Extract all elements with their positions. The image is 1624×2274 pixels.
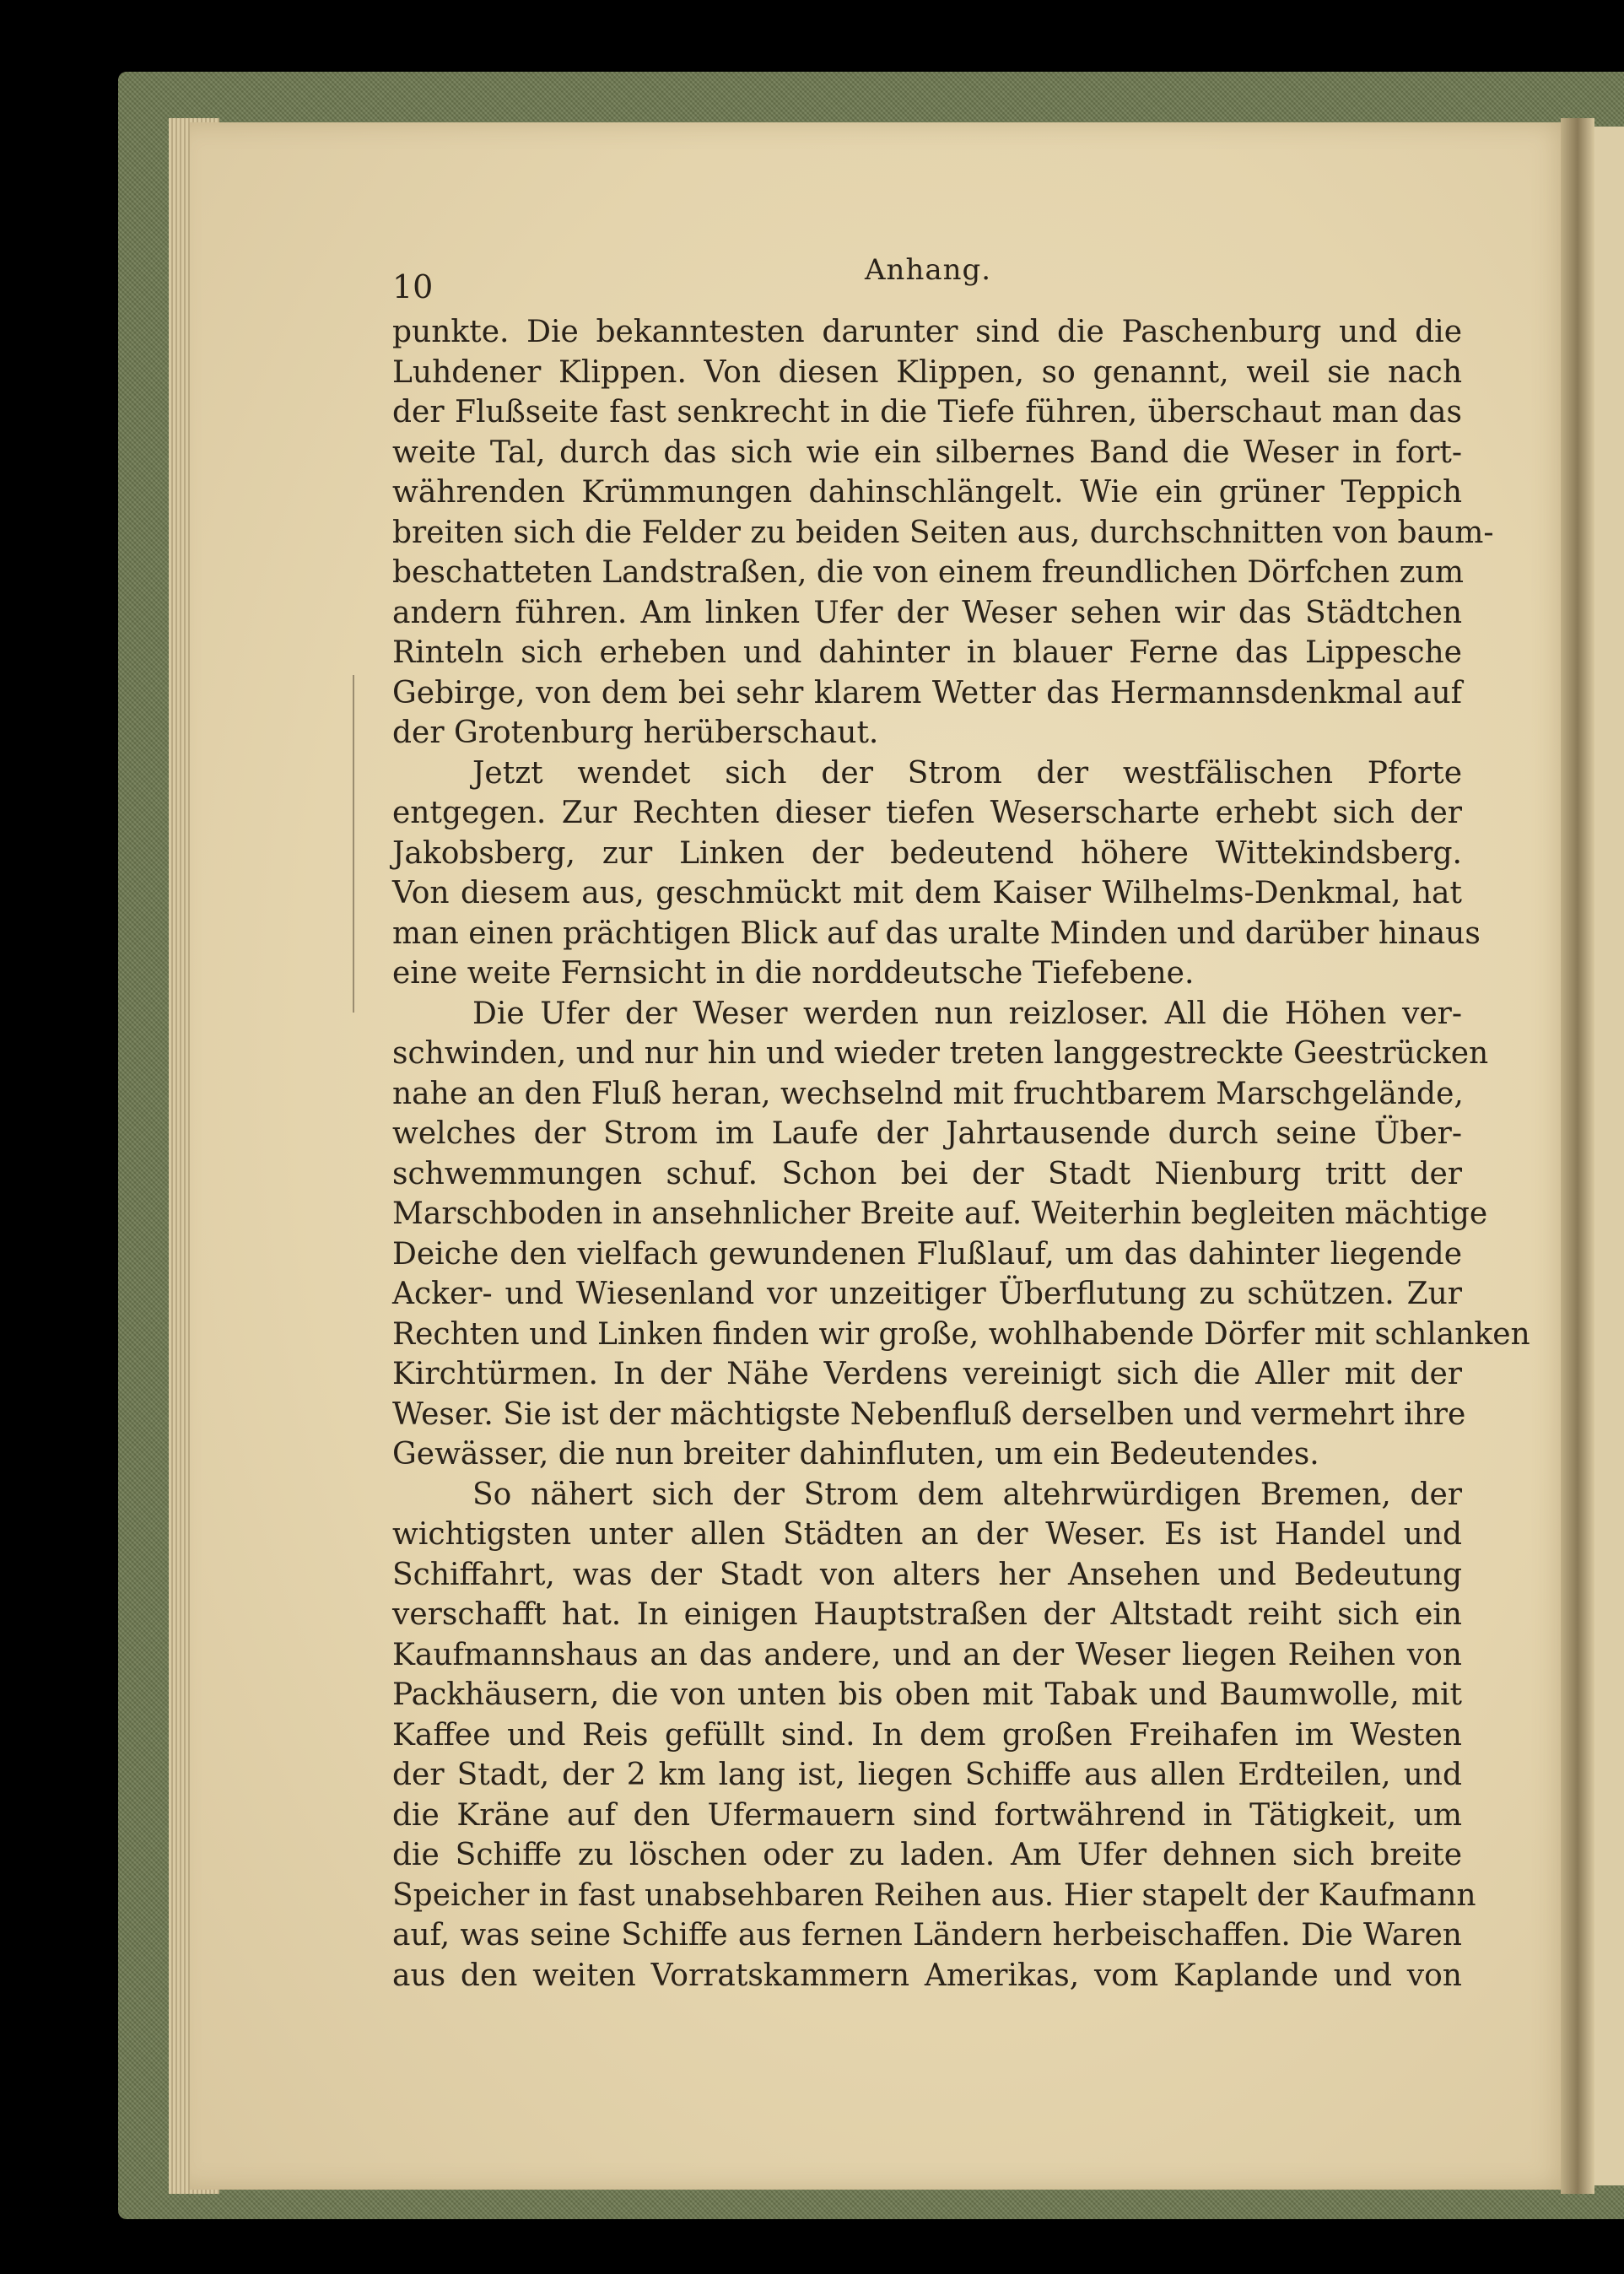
- text-line: Luhdener Klippen. Von diesen Klippen, so genannt, weil sie nach: [392, 354, 1462, 390]
- text-line: auf, was seine Schiffe aus fernen Ländern herbeischaffen. Die Waren: [392, 1918, 1462, 1953]
- text-line: andern führen. Am linken Ufer der Weser sehen wir das Städtchen: [392, 595, 1462, 630]
- text-line: Kaffee und Reis gefüllt sind. In dem großen Freihafen im Westen: [392, 1717, 1462, 1753]
- text-line: währenden Krümmungen dahinschlängelt. Wie ein grüner Teppich: [392, 475, 1462, 510]
- text-line: So nähert sich der Strom dem altehrwürdigen Bremen, der: [472, 1477, 1462, 1512]
- text-line: man einen prächtigen Blick auf das uralte Minden und darüber hinaus: [392, 916, 1481, 951]
- text-line: schwemmungen schuf. Schon bei der Stadt Nienburg tritt der: [392, 1156, 1462, 1191]
- text-line: Kirchtürmen. In der Nähe Verdens vereinigt sich die Aller mit der: [392, 1357, 1462, 1391]
- text-line: wichtigsten unter allen Städten an der Weser. Es ist Handel und: [392, 1517, 1462, 1552]
- text-line: eine weite Fernsicht in die norddeutsche Tiefebene.: [392, 956, 1195, 991]
- text-line: der Stadt, der 2 km lang ist, liegen Schiffe aus allen Erdteilen, und: [392, 1758, 1462, 1792]
- text-line: Speicher in fast unabsehbaren Reihen aus. Hier stapelt der Kaufmann: [392, 1877, 1476, 1913]
- text-line: Gewässer, die nun breiter dahinfluten, um ein Bedeutendes.: [392, 1437, 1319, 1472]
- text-line: aus den weiten Vorratskammern Amerikas, vom Kaplande und von: [392, 1958, 1462, 1993]
- margin-pencil-mark: [353, 675, 354, 1013]
- text-line: Von diesem aus, geschmückt mit dem Kaiser Wilhelms-Denkmal, hat: [392, 876, 1462, 910]
- text-line: Kaufmannshaus an das andere, und an der Weser liegen Reihen von: [392, 1637, 1462, 1672]
- text-line: Schiffahrt, was der Stadt von alters her Ansehen und Bedeutung: [392, 1557, 1462, 1592]
- text-line: Packhäusern, die von unten bis oben mit Tabak und Baumwolle, mit: [392, 1677, 1462, 1712]
- text-line: der Grotenburg herüberschaut.: [392, 716, 879, 750]
- text-line: Jakobsberg, zur Linken der bedeutend höhere Wittekindsberg.: [392, 835, 1462, 871]
- text-line: beschatteten Landstraßen, die von einem freundlichen Dörfchen zum: [392, 555, 1464, 590]
- page-number: 10: [392, 268, 434, 305]
- next-page-edge: [1594, 127, 1624, 2185]
- text-line: Acker- und Wiesenland vor unzeitiger Überflutung zu schützen. Zur: [392, 1277, 1462, 1311]
- text-line: Deiche den vielfach gewundenen Flußlauf, um das dahinter liegende: [392, 1236, 1462, 1272]
- text-line: Rechten und Linken finden wir große, wohlhabende Dörfer mit schlanken: [392, 1316, 1530, 1352]
- text-line: welches der Strom im Laufe der Jahrtausende durch seine Über-: [392, 1116, 1462, 1151]
- paragraph: [392, 753, 1481, 994]
- paragraph: [392, 1475, 1476, 1996]
- text-line: weite Tal, durch das sich wie ein silbernes Band die Weser in fort-: [392, 435, 1462, 470]
- text-line: breiten sich die Felder zu beiden Seiten aus, durchschnitten von baum-: [392, 515, 1494, 550]
- text-line: schwinden, und nur hin und wieder treten langgestreckte Geestrücken: [392, 1036, 1489, 1071]
- paragraph: [392, 312, 1494, 753]
- text-line: Gebirge, von dem bei sehr klarem Wetter das Hermannsdenkmal auf: [392, 675, 1462, 710]
- running-head: [392, 253, 1462, 312]
- paragraph: [392, 994, 1530, 1475]
- text-line: Die Ufer der Weser werden nun reizloser. All die Höhen ver-: [472, 996, 1462, 1031]
- text-line: nahe an den Fluß heran, wechselnd mit fruchtbarem Marschgelände,: [392, 1076, 1464, 1111]
- text-line: verschafft hat. In einigen Hauptstraßen der Altstadt reiht sich ein: [392, 1597, 1462, 1632]
- text-line: Rinteln sich erheben und dahinter in blauer Ferne das Lippesche: [392, 635, 1462, 670]
- text-line: die Schiffe zu löschen oder zu laden. Am Ufer dehnen sich breite: [392, 1838, 1462, 1872]
- page-text: [392, 253, 1530, 1996]
- text-line: entgegen. Zur Rechten dieser tiefen Weserscharte erhebt sich der: [392, 796, 1462, 830]
- text-line: die Kräne auf den Ufermauern sind fortwährend in Tätigkeit, um: [392, 1797, 1462, 1833]
- running-head-title: Anhang.: [865, 253, 992, 287]
- text-line: der Flußseite fast senkrecht in die Tiefe führen, überschaut man das: [392, 395, 1462, 429]
- text-line: Weser. Sie ist der mächtigste Nebenfluß derselben und vermehrt ihre: [392, 1396, 1466, 1432]
- text-line: Marschboden in ansehnlicher Breite auf. Weiterhin begleiten mächtige: [392, 1196, 1488, 1231]
- text-line: Jetzt wendet sich der Strom der westfälischen Pforte: [472, 755, 1462, 791]
- text-line: punkte. Die bekanntesten darunter sind die Paschenburg und die: [392, 315, 1462, 349]
- book-gutter: [1561, 118, 1594, 2194]
